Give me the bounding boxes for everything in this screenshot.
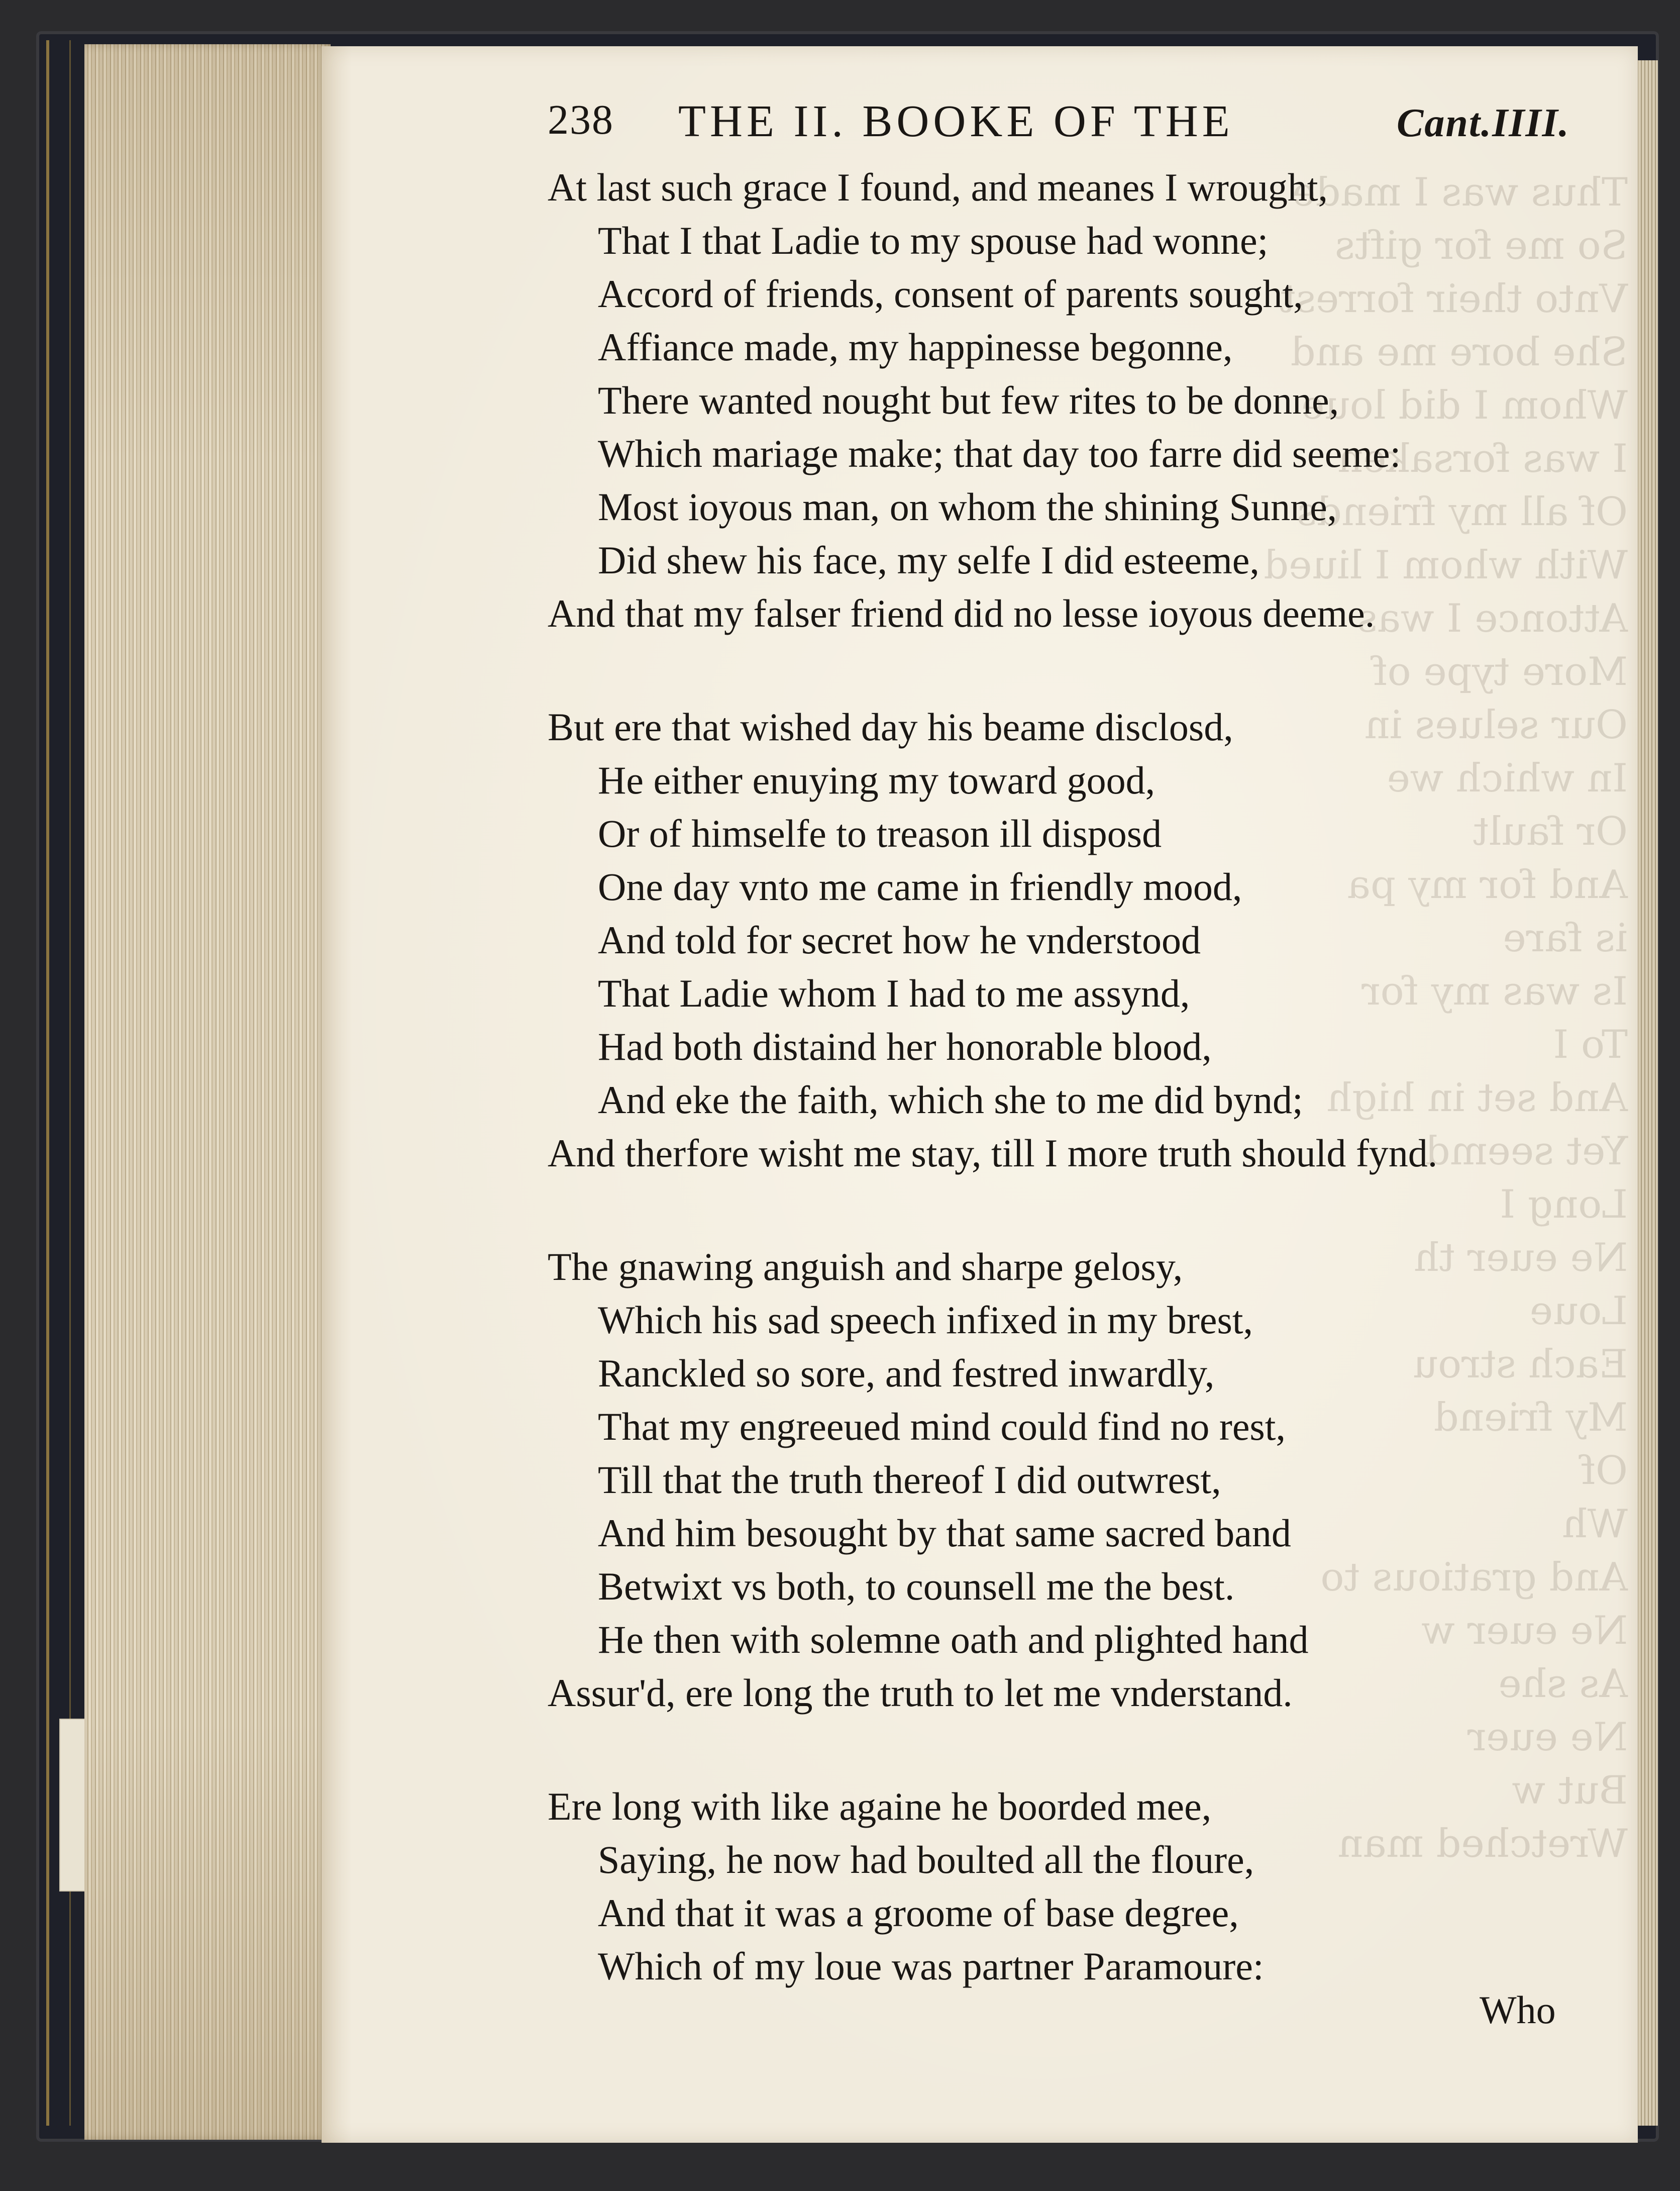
verse-line: There wanted nought but few rites to be donne,	[598, 378, 1339, 422]
verse-line: And told for secret how he vnderstood	[598, 918, 1201, 962]
show-through-text: Thus was I made So me for gifts Vnto their forrest She bore me and Whom I did loue I was forsaken Of all my friends With whom I liued Attonce I was More type of Our selues in In which we Or fault And for my pa is fare Is was my for To I And set in high Yet seemd Long I Ne euer th Loue Each strou My friend Of Wh And gratious to Ne euer w As she Ne euer But w Wretched man	[1264, 170, 1628, 1866]
verse-line: Which his sad speech infixed in my brest,	[598, 1298, 1253, 1342]
verse-line: The gnawing anguish and sharpe gelosy,	[548, 1245, 1183, 1288]
catchword: Who	[1480, 1988, 1556, 2032]
verse-line: Saying, he now had boulted all the floure,	[598, 1838, 1254, 1881]
verse-line: That my engreeued mind could find no rest,	[598, 1405, 1286, 1448]
verse-line: Ere long with like againe he boorded mee,	[548, 1784, 1212, 1828]
verse-line: That Ladie whom I had to me assynd,	[598, 971, 1190, 1015]
verse-line: Assur'd, ere long the truth to let me vnderstand.	[548, 1671, 1293, 1715]
verse-line: Affiance made, my happinesse begonne,	[598, 325, 1233, 369]
verse-line: One day vnto me came in friendly mood,	[598, 865, 1242, 909]
verse-line: Which mariage make; that day too farre did seeme:	[598, 432, 1401, 475]
verse-line: And that my falser friend did no lesse ioyous deeme.	[548, 591, 1375, 635]
running-head	[548, 95, 1603, 161]
verse-line: But ere that wished day his beame disclosd,	[548, 705, 1233, 749]
verse-line: And eke the faith, which she to me did bynd;	[598, 1078, 1303, 1122]
verse-line: Had both distaind her honorable blood,	[598, 1025, 1212, 1068]
verse-line: Or of himselfe to treason ill disposd	[598, 812, 1162, 855]
canto-number: Cant.IIII.	[1397, 101, 1570, 145]
verse-line: And that it was a groome of base degree,	[598, 1891, 1239, 1935]
page-number: 238	[548, 96, 614, 143]
verse-line: Betwixt vs both, to counsell me the best.	[598, 1564, 1235, 1608]
verse-line: Most ioyous man, on whom the shining Sunne,	[598, 485, 1337, 529]
page-edges-left	[84, 44, 331, 2140]
verse-line: Till that the truth thereof I did outwrest,	[598, 1458, 1221, 1502]
verse-line: That I that Ladie to my spouse had wonne;	[598, 219, 1269, 262]
running-head-title: THE II. BOOKE OF THE	[678, 96, 1234, 146]
verse-line: At last such grace I found, and meanes I wrought,	[548, 165, 1328, 209]
stanza	[548, 701, 1618, 1180]
verse-line: He either enuying my toward good,	[598, 758, 1156, 802]
page-text	[548, 95, 1618, 2053]
verse-line: Did shew his face, my selfe I did esteeme,	[598, 538, 1259, 582]
verse-line: Accord of friends, consent of parents sought,	[598, 272, 1303, 316]
stanza	[548, 1240, 1618, 1720]
verse-line: Ranckled so sore, and festred inwardly,	[598, 1351, 1215, 1395]
verse-line: He then with solemne oath and plighted hand	[598, 1618, 1309, 1661]
stanza	[548, 161, 1618, 640]
verse-line: And therfore wisht me stay, till I more truth should fynd.	[548, 1131, 1438, 1175]
verse-line: And him besought by that same sacred band	[598, 1511, 1291, 1555]
verse-line: Which of my loue was partner Paramoure:	[598, 1944, 1264, 1988]
stanza	[548, 1780, 1618, 1993]
